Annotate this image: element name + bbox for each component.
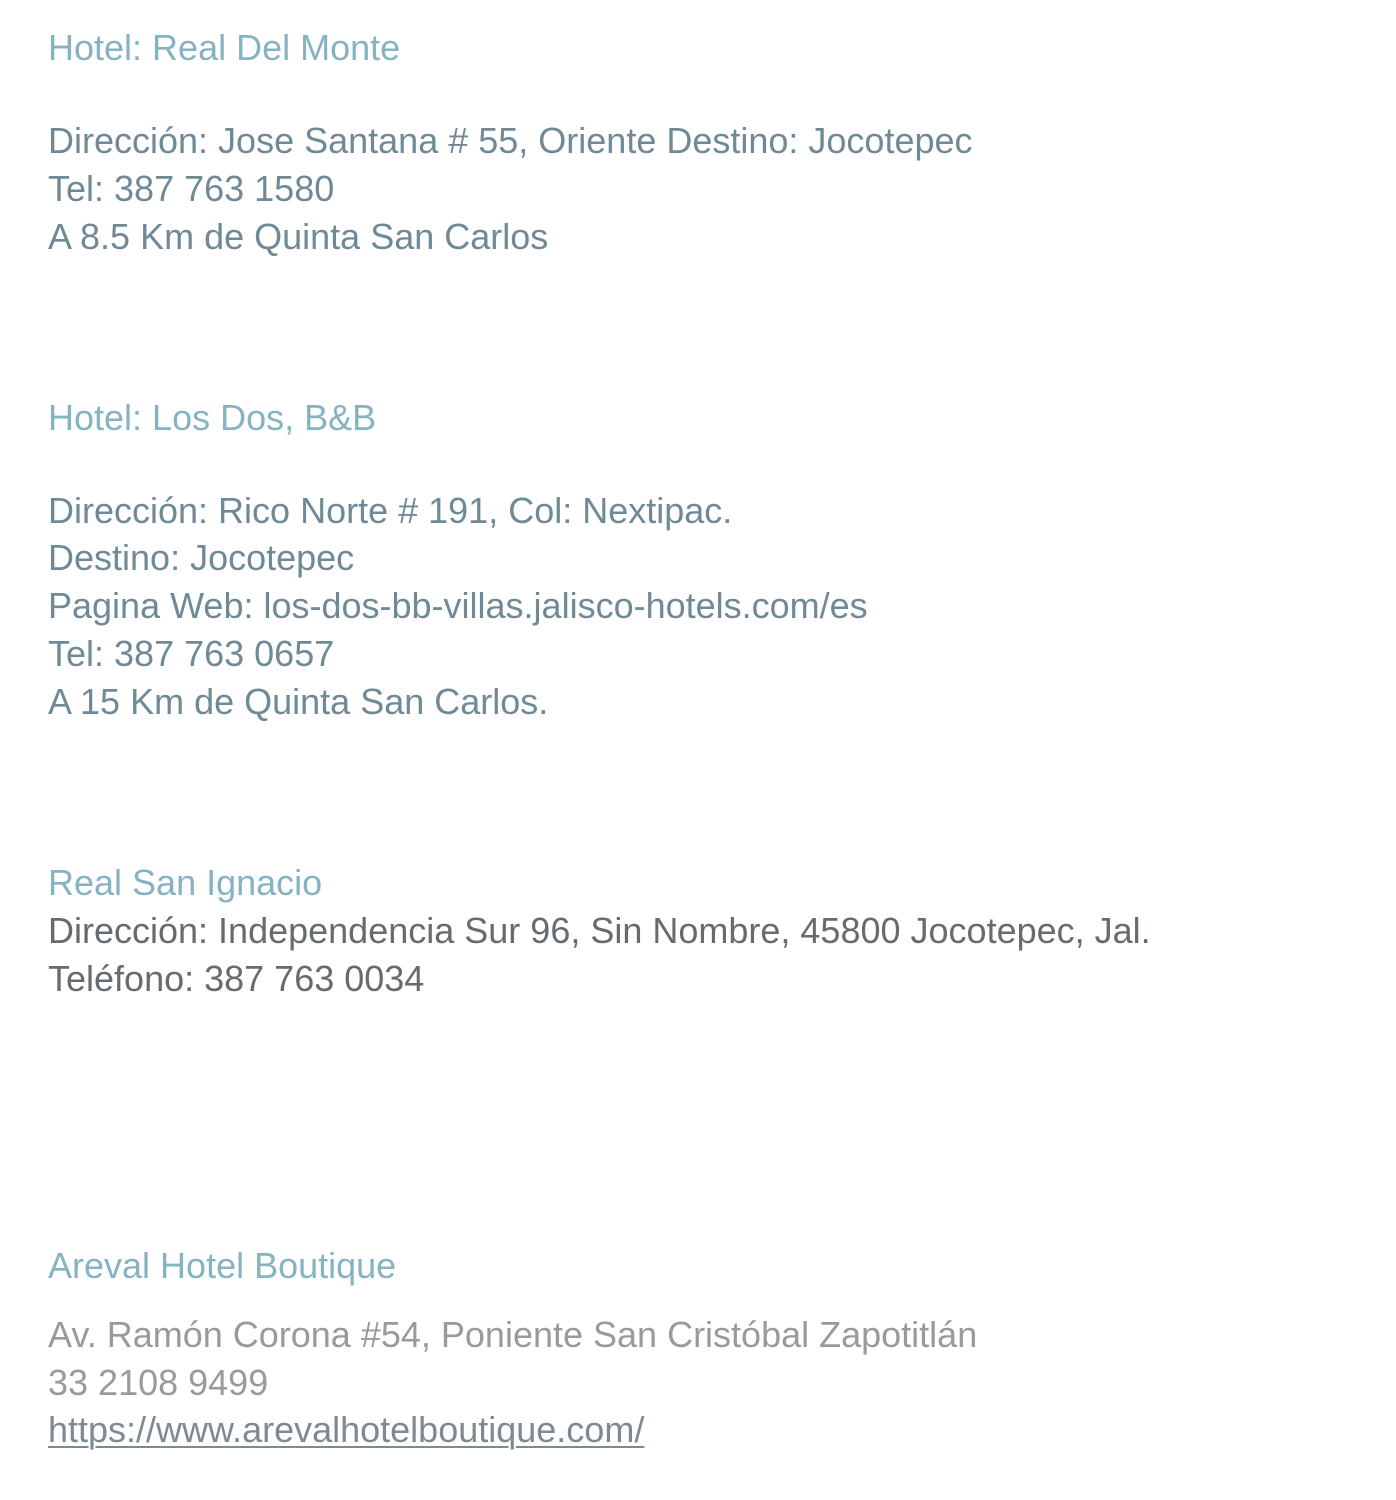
hotel-address: Dirección: Rico Norte # 191, Col: Nextipac. (48, 490, 733, 531)
hotel-address: Dirección: Independencia Sur 96, Sin Nombre, 45800 Jocotepec, Jal. (48, 910, 1151, 951)
hotel-phone: 33 2108 9499 (48, 1362, 269, 1403)
hotel-address: Dirección: Jose Santana # 55, Oriente Destino: Jocotepec (48, 120, 973, 161)
hotel-distance: A 8.5 Km de Quinta San Carlos (48, 216, 549, 257)
hotel-title: Hotel: Real Del Monte (48, 27, 401, 68)
hotel-phone: Tel: 387 763 1580 (48, 168, 335, 209)
hotel-phone: Tel: 387 763 0657 (48, 633, 335, 674)
hotel-title: Areval Hotel Boutique (48, 1245, 397, 1286)
hotel-address: Av. Ramón Corona #54, Poniente San Cristóbal Zapotitlán (48, 1314, 978, 1355)
hotel-destination: Destino: Jocotepec (48, 537, 355, 578)
hotel-website-link[interactable]: https://www.arevalhotelboutique.com/ (48, 1409, 645, 1450)
hotel-title: Hotel: Los Dos, B&B (48, 397, 377, 438)
hotel-phone: Teléfono: 387 763 0034 (48, 958, 425, 999)
hotel-distance: A 15 Km de Quinta San Carlos. (48, 681, 549, 722)
hotel-title: Real San Ignacio (48, 862, 323, 903)
hotel-website: Pagina Web: los-dos-bb-villas.jalisco-hotels.com/es (48, 585, 868, 626)
